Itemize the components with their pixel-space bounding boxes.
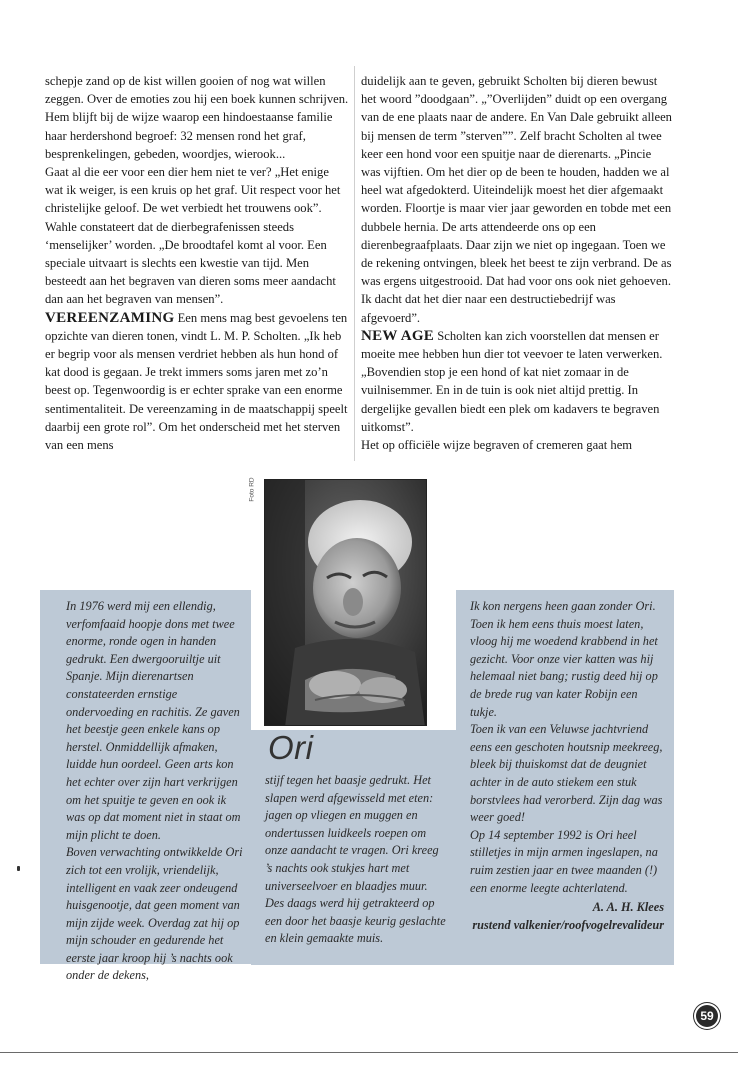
article-paragraph: schepje zand op de kist willen gooien of nog wat willen zeggen. Over de emoties zou hij een boek kunnen schrijven. Hem blijft bij de wijze waarop een hindoestaanse familie haar herdershond begroef: 32 mensen rond het graf, besprenkelingen, gebeden, woordjes, wierook...	[45, 74, 349, 161]
section-new-age	[361, 327, 672, 436]
section-vereenzaming	[45, 309, 350, 455]
article-right-column	[361, 72, 672, 454]
sidebar-paragraph: stijf tegen het baasje gedrukt. Het slapen werd afgewisseld met eten: jagen op vliegen en muggen en ondertussen luidkeels roepen om onze aandacht te vragen. Ori kreeg ’s nachts ook stukjes hart met universeelvoer en blaadjes muur. Des daags werd hij getrakteerd op een door het baasje keurig geslachte en klein gemaakte muis.	[265, 773, 446, 946]
signature	[470, 899, 664, 934]
signature-name: A. A. H. Klees	[592, 900, 664, 915]
portrait-photo	[264, 479, 427, 726]
sidebar-box-left	[40, 590, 251, 983]
bottom-rule	[0, 1052, 738, 1053]
article-paragraph: Het op officiële wijze begraven of cremeren gaat hem	[361, 438, 633, 453]
sidebar-box-right	[456, 590, 674, 965]
sidebar-paragraph: Ik kon nergens heen gaan zonder Ori. Toen ik hem eens thuis moest laten, vloog hij me woedend krabbend in het gezicht. Voor onze vier katten was hij helemaal niet bang; rustig deed hij op de brede rug van kater Robijn een tukje.	[470, 599, 658, 719]
portrait-illustration	[265, 480, 427, 726]
sidebar-title: Ori	[268, 729, 314, 766]
section-heading: VEREENZAMING	[45, 309, 175, 326]
sidebar-paragraph: Boven verwachting ontwikkelde Ori zich tot een vrolijk, vriendelijk, intelligent en vaak zeer ondeugend huisgenootje, dat geen moment van mijn zijde week. Overdag zat hij op mijn schouder en gedurende het eerste jaar kroop hij ’s nachts ook onder de dekens,	[66, 845, 243, 983]
photo-credit-text: Foto RD	[248, 477, 256, 502]
section-heading: NEW AGE	[361, 327, 435, 344]
photo-credit	[246, 468, 258, 518]
sidebar-paragraph: Op 14 september 1992 is Ori heel stilletjes in mijn armen ingeslapen, na ruim zestien jaar en twee maanden (!) een enorme leegte achterlatend.	[470, 827, 658, 895]
article-paragraph: duidelijk aan te geven, gebruikt Scholten bij dieren bewust het woord ”doodgaan”. „”Overlijden” duidt op een overgang van de ene plaats naar de andere. En Van Dale gebruikt alleen bij mensen de term ”sterven””. Zelf bracht Scholten al twee keer een hond voor een spuitje naar de dierenarts. „Pincie was vijftien. Om het dier op de been te houden, hadden we al heel wat afgedokterd. Uiteindelijk moest het dier afgemaakt worden. Floortje is maar vier jaar geworden en tobde met een dubbele hernia. De arts attendeerde ons op een dierenbegraafplaats. Daar zijn we niet op ingegaan. Toen we de rekening ontvingen, bleek het beest te zijn verbrand. De as was ergens uitgestrooid. Dat had voor ons ook niet gehoeven. Ik dacht dat het dier naar een destructiebedrijf was afgevoerd”.	[361, 74, 672, 325]
section-text: Scholten kan zich voorstellen dat mensen er moeite mee hebben hun dier tot veevoer te laten verwerken. „Bovendien stop je een hond of kat niet zomaar in de vuilnisemmer. En in de tuin is ook niet altijd prettig. In dergelijke gevallen biedt een plek om kadavers te begraven uitkomst”.	[361, 328, 663, 434]
edge-mark	[17, 866, 20, 871]
column-divider	[354, 66, 355, 461]
article-left-column	[45, 72, 350, 454]
article-paragraph: Gaat al die eer voor een dier hem niet te ver? „Het enige wat ik weiger, is een kruis op het graf. Uit respect voor het christelijke geloof. De wet verbiedt het trouwens ook”. Wahle constateert dat de dierbegrafenissen steeds ‘menselijker’ worden. „De broodtafel komt al voor. Een speciale uitvaart is slechts een kwestie van tijd. Men besteedt aan het begraven van dieren soms meer aandacht dan aan het begraven van mensen”.	[45, 165, 341, 307]
signature-role: rustend valkenier/roofvogelrevalideur	[472, 917, 664, 932]
page-number: 59	[694, 1003, 720, 1029]
sidebar-paragraph: Toen ik van een Veluwse jachtvriend eens een geschoten houtsnip meekreeg, bleek bij thuiskomst dat de deugniet achter in de auto stiekem een stuk borstvlees had verorberd. Zijn dag was weer goed!	[470, 722, 663, 825]
sidebar-paragraph: In 1976 werd mij een ellendig, verfomfaaid hoopje dons met twee enorme, ronde ogen in handen gedrukt. Een dwergooruiltje uit Spanje. Mijn dierenartsen constateerden ernstige ondervoeding en rachitis. Ze gaven het beestje geen enkele kans op herstel. Onmiddellijk afmaken, luidde hun oordeel. Geen arts kon het echter over zijn hart verkrijgen om het spuitje te geven en ook ik was op dat moment niet in staat om mijn plicht te doen.	[66, 599, 241, 842]
section-text: Een mens mag best gevoelens ten opzichte van dieren tonen, vindt L. M. P. Scholten. „Ik heb er begrip voor als mensen verdriet hebben als hun hond of kat dood is gegaan. Je trekt immers soms jaren met zo’n beest op. Tegenwoordig is er echter sprake van een enorme sentimentaliteit. De vereenzaming in de maatschappij speelt daarbij een grote rol”. Om het onderscheid met het sterven van een mens	[45, 310, 348, 453]
